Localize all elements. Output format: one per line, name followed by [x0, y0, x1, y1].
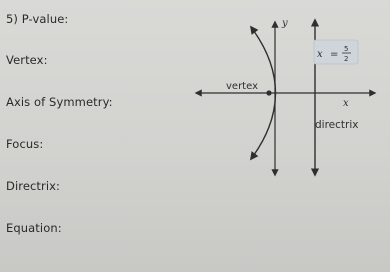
focus-field-label: Focus: — [6, 137, 44, 151]
directrix-eq-sign: = — [330, 49, 339, 60]
directrix-eq-denominator: 2 — [344, 55, 349, 63]
axis-of-symmetry-field-label: Axis of Symmetry: — [6, 95, 113, 109]
vertex-field-label: Vertex: — [6, 53, 48, 67]
directrix-eq-variable: x — [317, 49, 323, 60]
vertex-label: vertex — [226, 81, 258, 92]
y-axis-label: y — [282, 18, 288, 29]
vertex-point — [266, 90, 271, 95]
problem-title: 5) P-value: — [6, 12, 69, 26]
directrix-field-label: Directrix: — [6, 179, 61, 193]
equation-field-label: Equation: — [6, 221, 62, 235]
directrix-equation — [314, 40, 358, 64]
directrix-eq-numerator: 5 — [344, 45, 349, 53]
directrix-label: directrix — [315, 119, 359, 131]
x-axis-label: x — [343, 98, 349, 109]
